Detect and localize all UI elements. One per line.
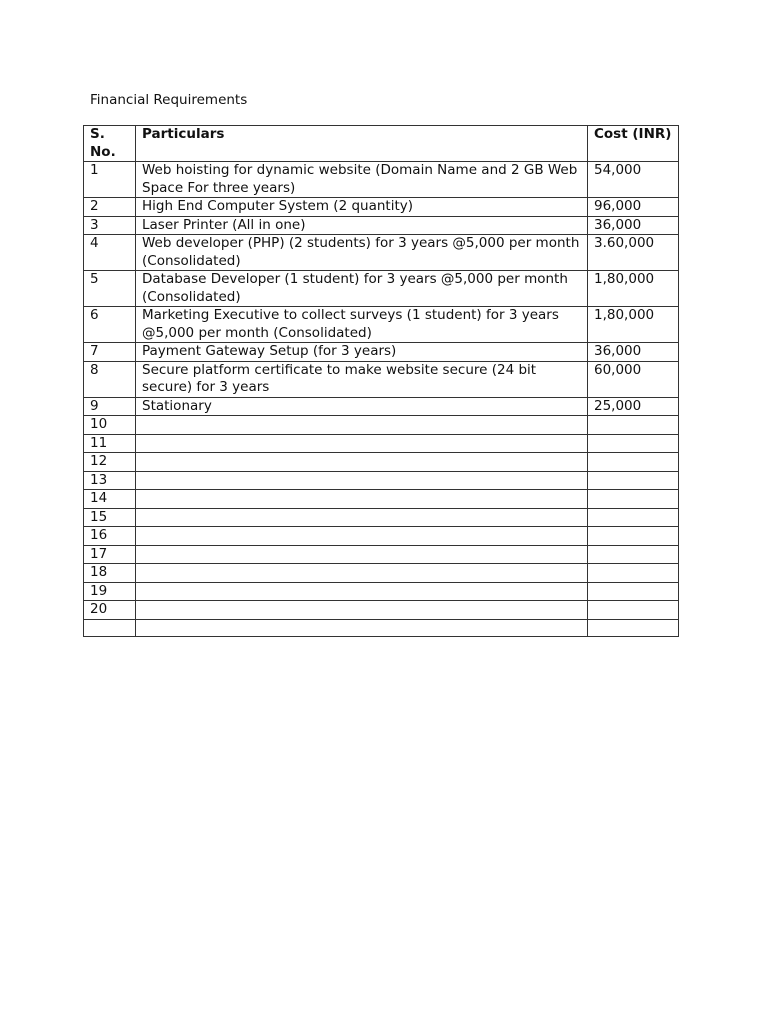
row-particulars [136, 490, 588, 509]
row-particulars [136, 601, 588, 620]
row-particulars: Payment Gateway Setup (for 3 years) [136, 343, 588, 362]
row-particulars [136, 453, 588, 472]
row-cost: 1,80,000 [588, 271, 679, 307]
row-particulars: Marketing Executive to collect surveys (1 student) for 3 years @5,000 per month (Consolidated) [136, 307, 588, 343]
row-sno: 5 [84, 271, 136, 307]
row-particulars [136, 619, 588, 636]
row-cost [588, 416, 679, 435]
row-cost [588, 564, 679, 583]
table-row [84, 564, 679, 583]
table-row [84, 490, 679, 509]
row-sno: 17 [84, 545, 136, 564]
header-cost: Cost (INR) [588, 126, 679, 162]
row-sno: 7 [84, 343, 136, 362]
table-row [84, 397, 679, 416]
page-title: Financial Requirements [90, 92, 248, 108]
row-cost: 1,80,000 [588, 307, 679, 343]
row-sno: 3 [84, 216, 136, 235]
row-particulars [136, 545, 588, 564]
row-cost [588, 601, 679, 620]
row-particulars [136, 582, 588, 601]
table-row [84, 434, 679, 453]
table-body [84, 162, 679, 637]
table-row [84, 527, 679, 546]
row-cost: 3.60,000 [588, 235, 679, 271]
row-sno: 6 [84, 307, 136, 343]
table-row [84, 307, 679, 343]
row-cost: 36,000 [588, 343, 679, 362]
row-cost [588, 490, 679, 509]
row-cost [588, 434, 679, 453]
financial-requirements-table [83, 125, 679, 637]
row-sno: 19 [84, 582, 136, 601]
table-row [84, 508, 679, 527]
row-cost: 60,000 [588, 361, 679, 397]
row-sno: 9 [84, 397, 136, 416]
header-sno: S. No. [84, 126, 136, 162]
row-sno: 15 [84, 508, 136, 527]
row-particulars: Secure platform certificate to make website secure (24 bit secure) for 3 years [136, 361, 588, 397]
table-row [84, 453, 679, 472]
row-particulars: Stationary [136, 397, 588, 416]
header-particulars: Particulars [136, 126, 588, 162]
table-row [84, 582, 679, 601]
row-particulars: High End Computer System (2 quantity) [136, 198, 588, 217]
row-sno: 20 [84, 601, 136, 620]
row-sno: 1 [84, 162, 136, 198]
table-row [84, 343, 679, 362]
row-particulars: Laser Printer (All in one) [136, 216, 588, 235]
row-particulars [136, 416, 588, 435]
table-row [84, 601, 679, 620]
row-cost [588, 545, 679, 564]
row-cost: 36,000 [588, 216, 679, 235]
table-row [84, 471, 679, 490]
row-particulars [136, 564, 588, 583]
row-sno: 10 [84, 416, 136, 435]
table-row [84, 235, 679, 271]
table-row [84, 198, 679, 217]
row-sno: 12 [84, 453, 136, 472]
table-header-row [84, 126, 679, 162]
table-row [84, 271, 679, 307]
table-row [84, 162, 679, 198]
row-cost [588, 582, 679, 601]
row-cost: 25,000 [588, 397, 679, 416]
row-particulars: Web developer (PHP) (2 students) for 3 years @5,000 per month (Consolidated) [136, 235, 588, 271]
table-row [84, 416, 679, 435]
row-cost: 54,000 [588, 162, 679, 198]
row-sno: 4 [84, 235, 136, 271]
row-particulars: Web hoisting for dynamic website (Domain Name and 2 GB Web Space For three years) [136, 162, 588, 198]
row-particulars: Database Developer (1 student) for 3 years @5,000 per month (Consolidated) [136, 271, 588, 307]
row-cost [588, 453, 679, 472]
row-particulars [136, 508, 588, 527]
row-cost: 96,000 [588, 198, 679, 217]
row-sno: 16 [84, 527, 136, 546]
row-cost [588, 471, 679, 490]
row-cost [588, 527, 679, 546]
row-sno: 14 [84, 490, 136, 509]
row-sno: 18 [84, 564, 136, 583]
row-particulars [136, 471, 588, 490]
table-row [84, 619, 679, 636]
row-sno: 13 [84, 471, 136, 490]
table-row [84, 216, 679, 235]
row-sno: 2 [84, 198, 136, 217]
table-row [84, 545, 679, 564]
row-sno: 11 [84, 434, 136, 453]
row-sno [84, 619, 136, 636]
row-cost [588, 619, 679, 636]
row-particulars [136, 434, 588, 453]
row-sno: 8 [84, 361, 136, 397]
row-cost [588, 508, 679, 527]
row-particulars [136, 527, 588, 546]
table-row [84, 361, 679, 397]
